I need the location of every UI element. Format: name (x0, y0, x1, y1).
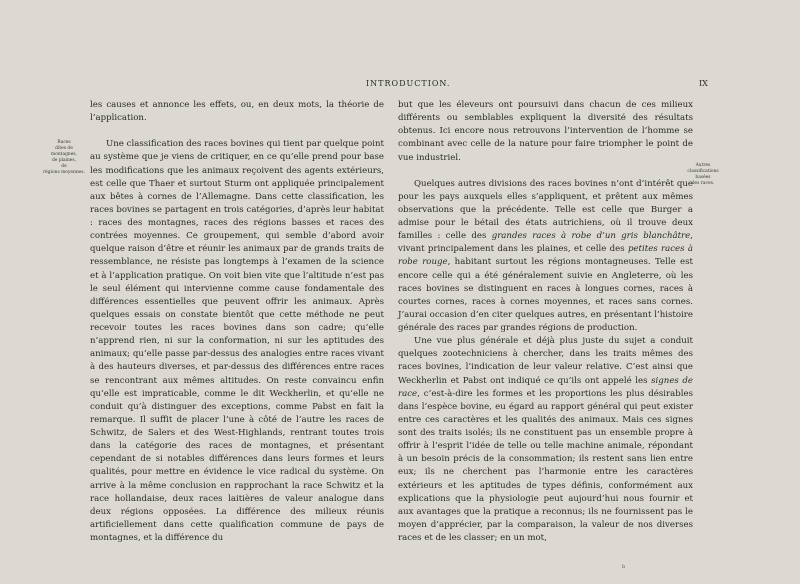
running-head: INTRODUCTION. (366, 79, 451, 88)
margin-note-left (42, 140, 86, 176)
text-run: Une vue plus générale et déjà plus juste du sujet a conduit quelques zootechniciens à chercher, dans les traits mêmes des races bovines, l’indication de leur valeur relative. C’est ainsi que Weckherlin et Pabst ont indiqué ce qu’ils ont appelé les (398, 336, 693, 386)
paragraph (398, 178, 693, 336)
left-text-column (90, 99, 384, 545)
page-number: IX (699, 79, 708, 88)
paragraph (398, 335, 693, 545)
margin-note-right (683, 163, 723, 187)
margin-note-line: dites de montagnes, (51, 146, 77, 157)
margin-note-line: Autres (695, 163, 711, 168)
paragraph: les causes et annonce les effets, ou, en deux mots, la théorie de l’application. (90, 100, 384, 124)
signature-mark: b (622, 564, 626, 570)
italic-term: signes de race (398, 375, 693, 399)
text-run: , vivant principalement dans les plaines, et celle des (398, 231, 693, 255)
margin-note-line: des races. (691, 181, 715, 186)
right-text-column (398, 99, 693, 545)
margin-note-line: Races (57, 140, 71, 145)
italic-term: petites races à robe rouge (398, 244, 693, 268)
paragraph: but que les éleveurs ont poursuivi dans chacun de ces milieux différents ou semblables expliquent la diversité des résultats obtenus. Ici encore nous retrouvons l’intervention de l’homme se combinant avec celle de la nature pour faire triompher le point de vue industriel. (398, 100, 693, 163)
margin-note-line: basées (695, 175, 711, 180)
margin-note-line: de plaines, (51, 158, 77, 163)
paragraph: Une classification des races bovines qui tient par quelque point au système que je viens de critiquer, en ce qu’elle prend pour base les modifications que les animaux reçoivent des agents extérieurs, est celle que Thaer et surtout Sturm ont appliquée principalement aux bêtes à cornes de l’Allemagne. Dans cette classification, les races bovines se partagent en trois catégories, d’après leur habitat : races des montagnes, races des régions basses et races des contrées moyennes. Ce groupement, qui semble d’abord avoir quelque raison d’être et réunir les animaux par de grands traits de ressemblance, ne résiste pas longtemps à l’examen de la science et à l’application pratique. On voit bien vite que l’altitude n’est pas le seul élément qui intervienne comme cause fondamentale des différences essentielles que peuvent offrir les animaux. Après quelques essais on constate bientôt que cette méthode ne peut recevoir toutes les races bovines dans son cadre; qu’elle n’apprend rien, ni sur la conformation, ni sur les aptitudes des animaux; qu’elle passe par-dessus des analogies entre races vivant à des hauteurs diverses, et par-dessus des différences entre races se rencontrant aux mêmes altitudes. On reste convaincu enfin qu’elle est impraticable, comme le dit Weckherlin, et qu’elle ne conduit qu’à distinguer des exceptions, comme Pabst en fait la remarque. Il suffit de placer l’une à côté de l’autre les races de Schwitz, de Salers et des West-Highlands, rentrant toutes trois dans la catégorie des races de montagnes, et présentant cependant de si notables différences dans leurs formes et leurs qualités, pour mettre en évidence le vice radical du système. On arrive à la même conclusion en rapprochant la race Schwitz et la race hollandaise, deux races laitières de valeur analogue dans deux régions opposées. La différence des milieux réunis artificiellement dans cette qualification commune de pays de montagnes, et la différence du (90, 139, 384, 543)
margin-note-line: de (61, 164, 67, 169)
text-run: Quelques autres divisions des races bovines n’ont d’intérêt que pour les pays auxquels elles s’appliquent, et prêtent aux mêmes observations que la précédente. Telle est celle que Burger a admise pour le bétail des états autrichiens, où il trouve deux familles : celle des (398, 178, 693, 242)
margin-note-line: régions moyennes. (43, 170, 85, 175)
margin-note-line: classifications (687, 169, 719, 174)
italic-term: grandes races à robe d’un gris blanchâtre (491, 231, 691, 242)
page-header (0, 79, 800, 93)
text-run: , c’est-à-dire les formes et les proportions les plus désirables dans l’espèce bovine, eu égard au rapport général qui peut exister entre ces caractères et les qualités des animaux. Mais ces signes sont des traits isolés; ils ne constituent pas un ensemble propre à offrir à l’esprit l’idée de telle ou telle machine animale, répondant à un besoin précis de la consommation; ils restent sans lien entre eux; ils ne cherchent pas l’harmonie entre les caractères extérieurs et les aptitudes de types définis, conformément aux explications que la physiologie peut aujourd’hui nous fournir et aux avantages que la pratique a reconnus; ils ne fournissent pas le moyen d’apprécier, par la comparaison, la valeur de nos diverses races et de les classer; en un mot, (398, 388, 693, 543)
text-run: , habitant surtout les régions montagneuses. Telle est encore celle qui a été généralement suivie en Angleterre, où les races bovines se distinguent en races à longues cornes, races à courtes cornes, races à cornes moyennes, et races sans cornes. J’aurai occasion d’en citer quelques autres, en présentant l’histoire générale des races par grandes régions de production. (398, 257, 693, 333)
